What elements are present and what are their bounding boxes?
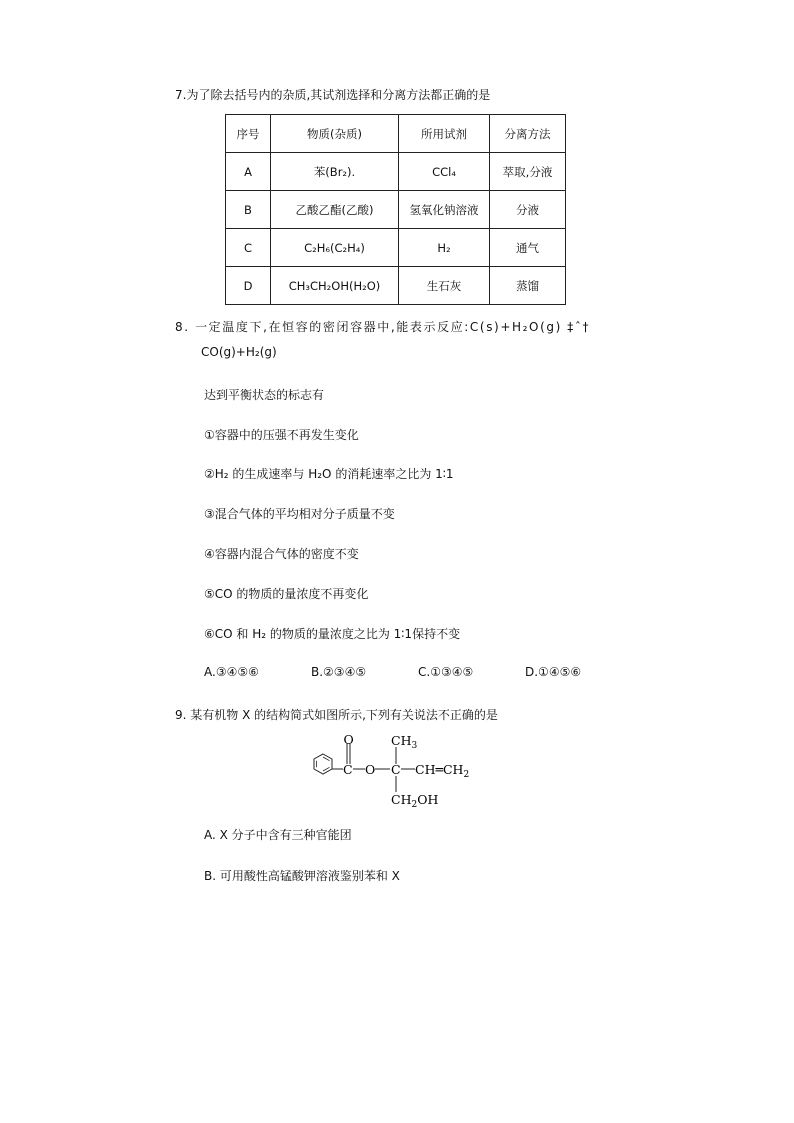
table-cell: 生石灰 (399, 267, 490, 305)
table-cell: 通气 (490, 229, 566, 267)
table-cell: C (226, 229, 271, 267)
question-8-option-c: C.①③④⑤ (418, 665, 474, 679)
table-header-cell: 分离方法 (490, 115, 566, 153)
table-row (226, 229, 566, 267)
table-cell: 分液 (490, 191, 566, 229)
question-8-stem-line2: CO(g)+H₂(g) (201, 345, 277, 359)
table-row (226, 267, 566, 305)
question-8-item-1: ①容器中的压强不再发生变化 (204, 428, 359, 442)
table-cell: 蒸馏 (490, 267, 566, 305)
question-8-lead: 达到平衡状态的标志有 (204, 388, 325, 402)
question-8-item-2: ②H₂ 的生成速率与 H₂O 的消耗速率之比为 1∶1 (204, 467, 454, 481)
table-cell: CCl₄ (399, 153, 490, 191)
table-row (226, 191, 566, 229)
question-8-option-b: B.②③④⑤ (311, 665, 367, 679)
table-cell: CH₃CH₂OH(H₂O) (271, 267, 399, 305)
question-9-option-a: A. X 分子中含有三种官能团 (204, 828, 352, 842)
question-8-item-3: ③混合气体的平均相对分子质量不变 (204, 507, 395, 521)
table-cell: H₂ (399, 229, 490, 267)
ester-oxygen: O (365, 762, 376, 777)
question-8-item-6: ⑥CO 和 H₂ 的物质的量浓度之比为 1∶1保持不变 (204, 627, 461, 641)
table-header-cell: 物质(杂质) (271, 115, 399, 153)
table-cell: A (226, 153, 271, 191)
hydroxymethyl-group: $CH_2OH$ (391, 792, 439, 810)
carbonyl-oxygen: O (343, 732, 354, 747)
table-header-row (226, 115, 566, 153)
benzene-ring-icon (314, 754, 332, 774)
table-row (226, 153, 566, 191)
table-cell: B (226, 191, 271, 229)
table-header-cell: 序号 (226, 115, 271, 153)
methyl-group: $CH_3$ (391, 733, 418, 751)
table-cell: 苯(Br₂). (271, 153, 399, 191)
question-9-option-b: B. 可用酸性高锰酸钾溶液鉴别苯和 X (204, 869, 400, 883)
table-header-cell: 所用试剂 (399, 115, 490, 153)
question-7-stem: 7.为了除去括号内的杂质,其试剂选择和分离方法都正确的是 (175, 88, 491, 102)
question-9-stem: 9. 某有机物 X 的结构简式如图所示,下列有关说法不正确的是 (175, 708, 498, 722)
table-cell: 氢氧化钠溶液 (399, 191, 490, 229)
question-8-option-a: A.③④⑤⑥ (204, 665, 259, 679)
question-8-item-4: ④容器内混合气体的密度不变 (204, 547, 359, 561)
question-8-item-5: ⑤CO 的物质的量浓度不再变化 (204, 587, 369, 601)
vinyl-group: $CH═CH_2$ (415, 762, 470, 780)
table-cell: 乙酸乙酯(乙酸) (271, 191, 399, 229)
table-cell: 萃取,分液 (490, 153, 566, 191)
question-8-stem-line1: 8. 一定温度下,在恒容的密闭容器中,能表示反应:C(s)+H₂O(g) ‡ˆ† (175, 320, 591, 334)
table-cell: D (226, 267, 271, 305)
reagent-table (225, 114, 566, 305)
table-cell: C₂H₆(C₂H₄) (271, 229, 399, 267)
carbonyl-carbon: C (343, 762, 353, 777)
question-8-option-d: D.①④⑤⑥ (525, 665, 582, 679)
quaternary-carbon: C (391, 762, 401, 777)
structural-formula (303, 731, 493, 811)
